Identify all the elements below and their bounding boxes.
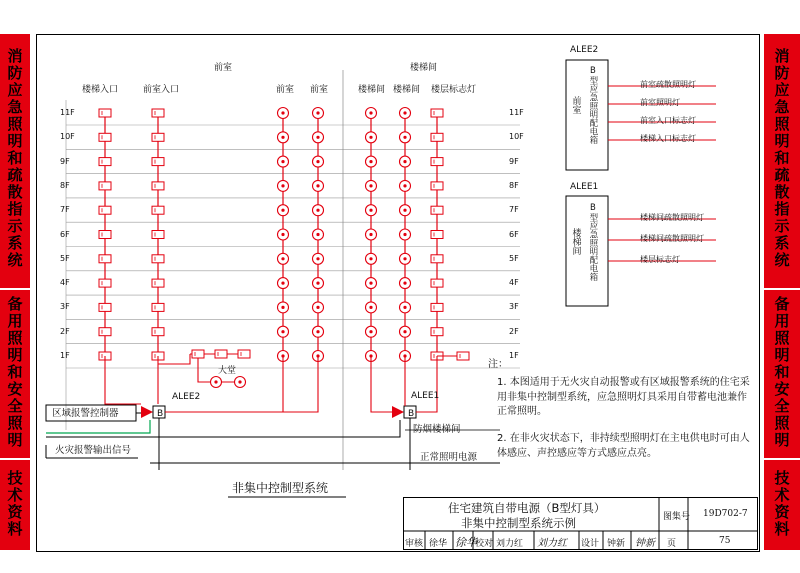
stair-entrance-sign-lamp: [99, 328, 111, 336]
title-line2: 非集中控制型系统示例: [461, 516, 576, 530]
zone-alarm-label: 区域报警控制器: [52, 408, 119, 419]
stairwell-lamp-core: [369, 184, 372, 187]
designer-signature: 钟新: [635, 538, 655, 549]
stair-entrance-sign-lamp: [99, 255, 111, 263]
legend-alee1-item: 楼梯间疏散照明灯: [640, 213, 704, 222]
front-room-entrance-sign-lamp: [152, 133, 164, 141]
atlas-number: 19D702-7: [703, 509, 748, 519]
floor-sign-lamp: [431, 255, 443, 263]
review-label: 审核: [405, 539, 424, 549]
legend-alee2-title: ALEE2: [570, 45, 599, 55]
floor-label-left: 1F: [60, 351, 70, 360]
front-room-lamp-core: [281, 209, 284, 212]
header-col-stair2: 楼梯间: [393, 85, 421, 95]
floor-sign-lamp: [431, 279, 443, 287]
stairwell-lamp-core: [403, 184, 406, 187]
front-room-entrance-sign-lamp: [152, 328, 164, 336]
side-right-section2: 备用照明和安全照明: [772, 296, 791, 449]
design-label: 设计: [581, 539, 600, 549]
front-room-lamp-core: [281, 233, 284, 236]
stairwell-lamp-core: [369, 160, 372, 163]
floor-label-right: 11F: [509, 108, 524, 117]
front-room-lamp-core: [281, 160, 284, 163]
checker-name: 刘力红: [496, 539, 524, 549]
title-line1: 住宅建筑自带电源（B型灯具）: [448, 501, 606, 515]
lobby-sign-lamp: [192, 350, 204, 358]
floor-label-right: 8F: [509, 180, 519, 190]
floor-sign-lamp: [431, 328, 443, 336]
front-room-lamp-core: [316, 257, 319, 260]
alee2-feeder-stair: [105, 356, 141, 404]
stair-entrance-sign-lamp: [99, 206, 111, 214]
legend-alee2-item: 楼梯入口标志灯: [640, 134, 696, 143]
box-letter-right: B: [408, 409, 415, 419]
alee2-indicator: [141, 406, 153, 418]
box-letter-left: B: [157, 409, 164, 419]
floor-sign-lamp: [431, 158, 443, 166]
floor-label-left: 8F: [60, 180, 70, 190]
stairwell-lamp-core: [369, 136, 372, 139]
stairwell-lamp-core: [369, 282, 372, 285]
notes-heading: 注：: [488, 359, 508, 370]
lobby-lamp-core: [238, 380, 241, 383]
floor-label-right: 4F: [509, 278, 519, 288]
front-room-lamp-core: [281, 136, 284, 139]
smoke-stair-label: 防烟楼梯间: [413, 424, 461, 435]
legend-alee2-item: 前室疏散照明灯: [640, 80, 696, 89]
front-room-lamp-core: [316, 282, 319, 285]
floor-label-left: 7F: [60, 205, 70, 215]
stairwell-lamp-core: [369, 111, 372, 114]
stairwell-lamp-core: [403, 306, 406, 309]
floor-sign-lamp: [431, 109, 443, 117]
front-room-entrance-sign-lamp: [152, 206, 164, 214]
stairwell-lamp-core: [403, 209, 406, 212]
floor-label-left: 5F: [60, 253, 70, 263]
fire-signal-label: 火灾报警输出信号: [55, 445, 132, 456]
stairwell-lamp-core: [403, 233, 406, 236]
header-col-floor-sign: 楼层标志灯: [431, 85, 477, 95]
floor-label-left: 11F: [60, 108, 75, 117]
floor-sign-lamp: [431, 303, 443, 311]
floor-label-left: 6F: [60, 229, 70, 239]
floor-label-left: 2F: [60, 326, 70, 336]
legend-alee2-room: 前室: [570, 96, 581, 114]
alee1-indicator: [392, 406, 404, 418]
page-label: 页: [667, 539, 677, 549]
floor-label-right: 10F: [509, 132, 524, 142]
stairwell-lamp-core: [403, 257, 406, 260]
stair-entrance-sign-lamp: [99, 231, 111, 239]
side-left-section2: 备用照明和安全照明: [5, 296, 24, 449]
front-room-entrance-sign-lamp: [152, 279, 164, 287]
floor-label-left: 10F: [60, 132, 75, 142]
designer-name: 钟新: [607, 539, 626, 549]
legend-alee1-room: 楼梯间: [570, 228, 581, 255]
front-room-lamp-core: [281, 306, 284, 309]
legend-alee2-item: 前室入口标志灯: [640, 116, 696, 125]
lobby-lamp-core: [214, 380, 217, 383]
header-col-stair1: 楼梯间: [358, 85, 386, 95]
stair-entrance-sign-lamp: [99, 279, 111, 287]
front-room-entrance-sign-lamp: [152, 158, 164, 166]
front-room-lamp-core: [281, 257, 284, 260]
diagram-caption: 非集中控制型系统: [232, 481, 329, 495]
floor-sign-lamp: [431, 231, 443, 239]
floor-label-left: 4F: [60, 278, 70, 288]
stairwell-lamp-core: [403, 136, 406, 139]
alarm-signal-line: [46, 420, 150, 433]
header-stair-entrance: 楼梯入口: [82, 85, 119, 95]
stairwell-lamp-core: [369, 257, 372, 260]
note-1: 1. 本图适用于无火灾自动报警或有区域报警系统的住宅采用非集中控制型系统，应急照明灯具采用自带蓄电池兼作正常照明。: [497, 377, 750, 417]
side-right-section3: 技术资料: [772, 470, 791, 538]
front-room-lamp-core: [316, 160, 319, 163]
stairwell-lamp-core: [403, 282, 406, 285]
front-room-entrance-sign-lamp: [152, 231, 164, 239]
alee1-bus: [416, 356, 437, 412]
side-left-section3: 技术资料: [5, 470, 24, 538]
reviewer-name: 徐华: [429, 539, 448, 549]
lobby-sign-lamp: [238, 350, 250, 358]
front-room-lamp-core: [316, 306, 319, 309]
stairwell-lamp-core: [369, 209, 372, 212]
front-room-lamp-core: [316, 233, 319, 236]
atlas-label: 图集号: [663, 512, 691, 522]
floor-sign-lamp-extra: [457, 352, 469, 360]
floor-label-right: 9F: [509, 156, 519, 166]
checker-signature: 刘力红: [537, 538, 567, 549]
header-stairwell: 楼梯间: [410, 63, 438, 73]
front-room-lamp-core: [316, 184, 319, 187]
floor-label-right: 1F: [509, 351, 519, 360]
legend-alee1-box: B型应急照明配电箱: [587, 203, 598, 281]
legend-alee2-box: [566, 60, 608, 170]
floor-label-right: 2F: [509, 326, 519, 336]
stairwell-lamp-core: [403, 111, 406, 114]
header-col-front1: 前室: [276, 85, 295, 95]
note-2: 2. 在非火灾状态下，非持续型照明灯在主电供电时可由人体感应、声控感应等方式感应点亮。: [497, 433, 750, 459]
check-label: 校对: [475, 539, 494, 549]
floor-label-left: 9F: [60, 156, 70, 166]
front-room-lamp-core: [316, 136, 319, 139]
front-room-entrance-sign-lamp: [152, 303, 164, 311]
header-front-room: 前室: [214, 63, 233, 73]
stair-entrance-sign-lamp: [99, 158, 111, 166]
legend-alee2-item: 前室照明灯: [640, 98, 680, 107]
stairwell-lamp-core: [403, 330, 406, 333]
front-room-lamp-core: [281, 184, 284, 187]
alee2-label: ALEE2: [172, 392, 201, 402]
legend-alee1-item: 楼层标志灯: [640, 255, 680, 264]
front-room-lamp-core: [281, 282, 284, 285]
normal-power-label: 正常照明电源: [420, 452, 478, 463]
floor-label-right: 3F: [509, 302, 519, 312]
alee1-label: ALEE1: [411, 391, 440, 401]
front-room-lamp-core: [316, 330, 319, 333]
fire-signal-bus: [46, 420, 400, 437]
stairwell-lamp-core: [403, 160, 406, 163]
front-room-lamp-core: [281, 111, 284, 114]
floor-label-right: 6F: [509, 229, 519, 239]
floor-label-right: 7F: [509, 205, 519, 215]
legend-alee1-item: 楼梯间疏散照明灯: [640, 234, 704, 243]
floor-label-left: 3F: [60, 302, 70, 312]
stair-entrance-sign-lamp: [99, 109, 111, 117]
alee1-feeder: [371, 356, 392, 412]
floor-sign-lamp: [431, 182, 443, 190]
legend-alee2-box: B型应急照明配电箱: [587, 66, 598, 144]
title-block: [403, 497, 758, 550]
front-room-entrance-sign-lamp: [152, 182, 164, 190]
stair-entrance-sign-lamp: [99, 182, 111, 190]
stair-entrance-sign-lamp: [99, 133, 111, 141]
reviewer-signature: 徐华: [455, 536, 477, 549]
stair-entrance-sign-lamp: [99, 303, 111, 311]
front-room-entrance-sign-lamp: [152, 109, 164, 117]
lobby-label: 大堂: [218, 366, 237, 376]
front-room-lamp-core: [316, 209, 319, 212]
lobby-sign-lamp: [215, 350, 227, 358]
stairwell-lamp-core: [369, 233, 372, 236]
front-room-entrance-sign-lamp: [152, 255, 164, 263]
page-number: 75: [719, 536, 731, 546]
floor-label-right: 5F: [509, 253, 519, 263]
side-left-section1: 消防应急照明和疏散指示系统: [5, 48, 24, 269]
stairwell-lamp-core: [369, 330, 372, 333]
front-room-lamp-core: [316, 111, 319, 114]
stairwell-lamp-core: [369, 306, 372, 309]
side-right-section1: 消防应急照明和疏散指示系统: [772, 48, 791, 269]
floor-sign-lamp: [431, 133, 443, 141]
front-room-lamp-core: [281, 330, 284, 333]
header-front-room-entrance: 前室入口: [143, 85, 180, 95]
legend-alee1-title: ALEE1: [570, 182, 599, 192]
header-col-front2: 前室: [310, 85, 329, 95]
floor-sign-lamp: [431, 206, 443, 214]
